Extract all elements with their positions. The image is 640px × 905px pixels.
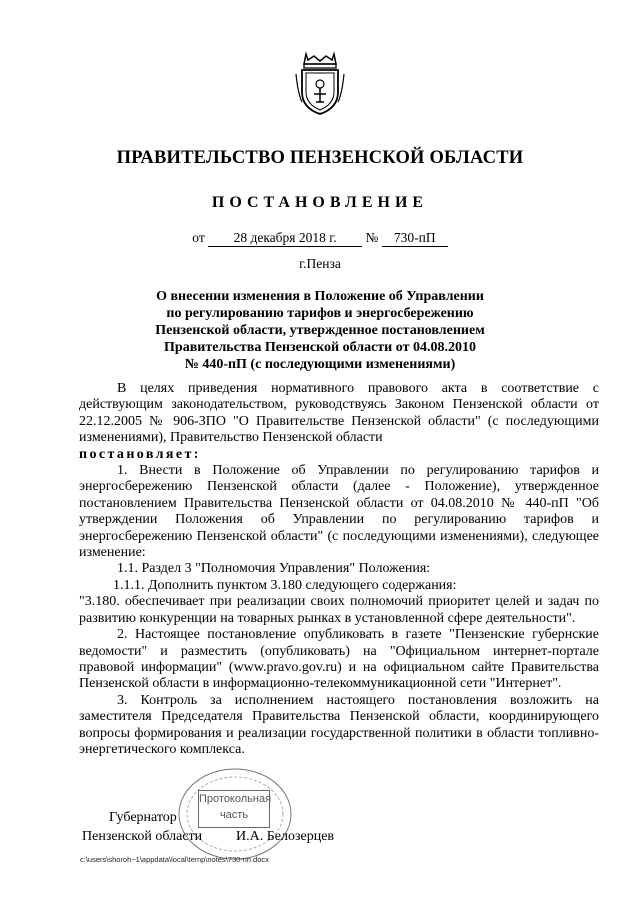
resolves-word: постановляет: xyxy=(79,446,201,462)
subject-line: № 440-пП (с последующими изменениями) xyxy=(184,357,456,372)
date-prefix: от xyxy=(192,230,205,245)
paragraph-1: 1. Внести в Положение об Управлении по регулированию тарифов и энергосбережению Пензенской области (далее - Положение), утвержденное постановлением Правительства Пензенской области от 04.08.2010 № 440-пП "Об утверждении Положения об Управлении по регулированию тарифов и энергосбережению Пензенской области" (с последующими изменениями), следующее изменение: xyxy=(79,463,599,561)
signature-name: И.А. Белозерцев xyxy=(236,829,335,844)
preamble: В целях приведения нормативного правового акта в соответствие с действующим законодательством, руководствуясь Законом Пензенской области от 22.12.2005 № 906-ЗПО "О Правительстве Пензенской области" (с последующими изменениями), Правительство Пензенской области xyxy=(79,381,599,446)
signature-title-1: Губернатор xyxy=(109,810,177,825)
subject-line: Пензенской области, утвержденное постановлением xyxy=(155,323,485,338)
subject-line: О внесении изменения в Положение об Управлении xyxy=(156,289,484,304)
document-date: 28 декабря 2018 г. xyxy=(208,230,362,247)
government-title: ПРАВИТЕЛЬСТВО ПЕНЗЕНСКОЙ ОБЛАСТИ xyxy=(116,148,524,168)
stamp-box xyxy=(198,790,270,828)
document-type: ПОСТАНОВЛЕНИЕ xyxy=(211,194,429,211)
stamp-line: Протокольная xyxy=(199,793,272,805)
stamp-line: часть xyxy=(219,809,249,821)
number-prefix: № xyxy=(365,230,379,245)
paragraph-1-1: 1.1. Раздел 3 "Полномочия Управления" Положения: xyxy=(117,561,431,577)
coat-of-arms-emblem xyxy=(294,50,346,116)
file-path-footer: c:\users\shoroh~1\appdata\local\temp\notes\730-пп.docx xyxy=(80,855,269,864)
paragraph-3: 3. Контроль за исполнением настоящего постановления возложить на заместителя Председателя Правительства Пензенской области, координирующего вопросы формирования и реализации государственной политики в области топливно-энергетического комплекса. xyxy=(79,692,599,757)
paragraph-1-1-1: 1.1.1. Дополнить пунктом 3.180 следующего содержания: xyxy=(113,577,457,593)
subject-line: Правительства Пензенской области от 04.08.2010 xyxy=(164,340,476,355)
date-number-line xyxy=(0,230,640,247)
document-number: 730-пП xyxy=(382,230,448,247)
document-subject xyxy=(100,288,540,373)
paragraph-2: 2. Настоящее постановление опубликовать в газете "Пензенские губернские ведомости" и разместить (опубликовать) на "Официальном интернет-портале правовой информации" (www.pravo.gov.ru) и на официальном сайте Правительства Пензенской области в информационно-телекоммуникационной сети "Интернет". xyxy=(79,627,599,692)
city: г.Пенза xyxy=(299,256,341,271)
quoted-clause: "3.180. обеспечивает при реализации своих полномочий приоритет целей и задач по развитию конкуренции на товарных рынках в установленной сфере деятельности". xyxy=(79,594,599,626)
subject-line: по регулированию тарифов и энергосбережению xyxy=(166,306,474,321)
signature-title-2: Пензенской области xyxy=(82,829,203,844)
document-body xyxy=(79,381,599,758)
